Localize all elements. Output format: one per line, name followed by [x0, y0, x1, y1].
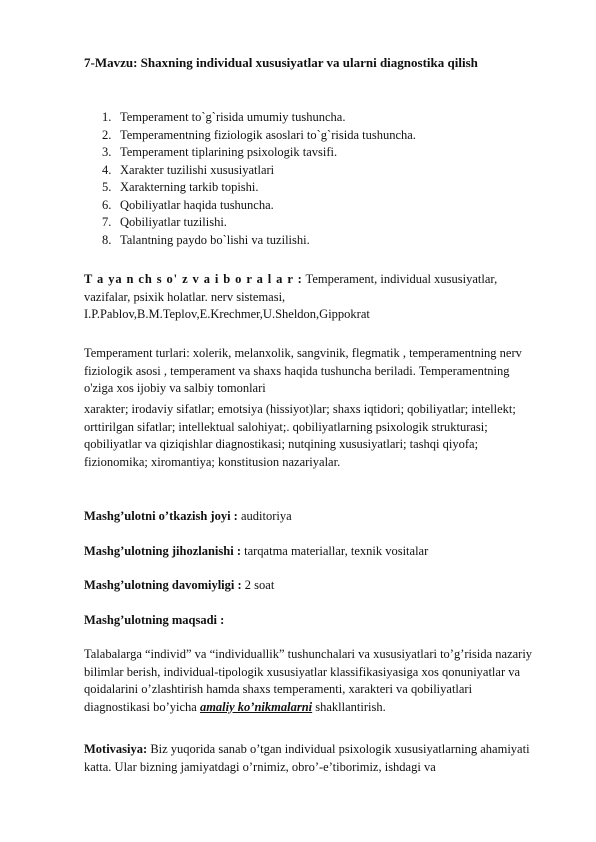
plan-item-number: 6. [102, 197, 112, 212]
page-title: 7-Mavzu: Shaxning individual xususiyatlar va ularni diagnostika qilish [84, 55, 478, 70]
place-line [84, 508, 536, 526]
goal-label-line [84, 612, 536, 630]
place-label: Mashg’ulotni o’tkazish joyi : [84, 509, 238, 523]
motivation-label: Motivasiya: [84, 742, 148, 756]
plan-item-text: Temperamentning fiziologik asoslari to`g`risida tushuncha. [120, 127, 416, 142]
plan-item-number: 7. [102, 215, 112, 229]
plan-item-text: Xarakterning tarkib topishi. [120, 180, 259, 194]
plan-item-text: Temperament to`g`risida umumiy tushuncha. [120, 110, 346, 124]
plan-item-text: Temperament tiplarining psixologik tavsifi. [120, 145, 338, 159]
duration-line [84, 577, 536, 595]
plan-item [102, 127, 416, 145]
goal-emphasis: amaliy ko’nikmalarni [199, 699, 313, 714]
equipment-value: tarqatma materiallar, texnik vositalar [240, 544, 429, 558]
plan-item [102, 214, 416, 232]
keywords-text: Temperament, individual xususiyatlar, vazifalar, psixik holatlar. nerv sistemasi, I.P.Pablov,B.M.Teplov,E.Krechmer,U.Sheldon,Gippokrat [84, 272, 498, 321]
plan-item-number: 3. [102, 145, 112, 159]
plan-item-number: 1. [102, 110, 112, 124]
plan-item-text: Qobiliyatlar haqida tushuncha. [120, 197, 274, 212]
temperament-types-paragraph: Temperament turlari: xolerik, melanxolik, sangvinik, flegmatik , temperamentning nerv fiziologik asosi , temperament va shaxs haqida tushuncha beriladi. Temperamentning o'ziga xos ijobiy va salbiy tomonlari [84, 346, 522, 395]
plan-item-text: Xarakter tuzilishi xususiyatlari [120, 162, 275, 177]
keywords-label: T a ya n ch s o' z v a i b o r a l a r : [84, 272, 303, 286]
motivation-text: Biz yuqorida sanab o’tgan individual psixologik xususiyatlarning ahamiyati katta. Ular bizning jamiyatdagi o’rnimiz, obro’-e’tiborimiz, ishdagi va [84, 742, 530, 774]
equipment-line [84, 543, 536, 561]
plan-item [102, 109, 416, 127]
equipment-label: Mashg’ulotning jihozlanishi : [84, 544, 241, 558]
plan-item-number: 2. [102, 127, 112, 142]
topic-plan-list [102, 109, 416, 249]
concepts-paragraph: xarakter; irodaviy sifatlar; emotsiya (hissiyot)lar; shaxs iqtidori; qobiliyatlar; intellekt; orttirilgan sifatlar; intellektual salohiyat;. qobiliyatlarning psixologik strukturasi; qobiliyatlar va qiziqishlar diagnostikasi; nutqining xususiyatlari; tashqi qiyofa; fizionomika; xiromantiya; konstitusion nazariyalar. [84, 402, 516, 469]
plan-item-text: Talantning paydo bo`lishi va tuzilishi. [120, 232, 310, 247]
goal-label: Mashg’ulotning maqsadi : [84, 613, 225, 627]
duration-value: 2 soat [241, 578, 275, 592]
plan-item [102, 197, 416, 215]
plan-item-number: 4. [102, 162, 112, 177]
plan-item-number: 5. [102, 180, 112, 194]
plan-item [102, 162, 416, 180]
goal-text-before: Talabalarga “individ” va “individuallik” tushunchalari va xususiyatlari to’g’risida nazariy bilimlar berish, individual-tipologik xususiyatlar klassifikasiyasiga xos qonuniyatlar va qoidalarini o’zlashtirish hamda shaxs temperamenti, xarakteri va qobiliyatlari diagnostikasi bo’yicha [84, 647, 533, 714]
plan-item [102, 144, 416, 162]
duration-label: Mashg’ulotning davomiyligi : [84, 578, 242, 592]
plan-item [102, 232, 416, 250]
place-value: auditoriya [237, 509, 292, 523]
plan-item-number: 8. [102, 232, 112, 247]
keywords-paragraph [84, 271, 536, 324]
plan-item [102, 179, 416, 197]
motivation-paragraph [84, 741, 536, 776]
plan-item-text: Qobiliyatlar tuzilishi. [120, 215, 227, 229]
goal-text-after: shakllantirish. [312, 699, 386, 714]
goal-paragraph [84, 646, 536, 716]
